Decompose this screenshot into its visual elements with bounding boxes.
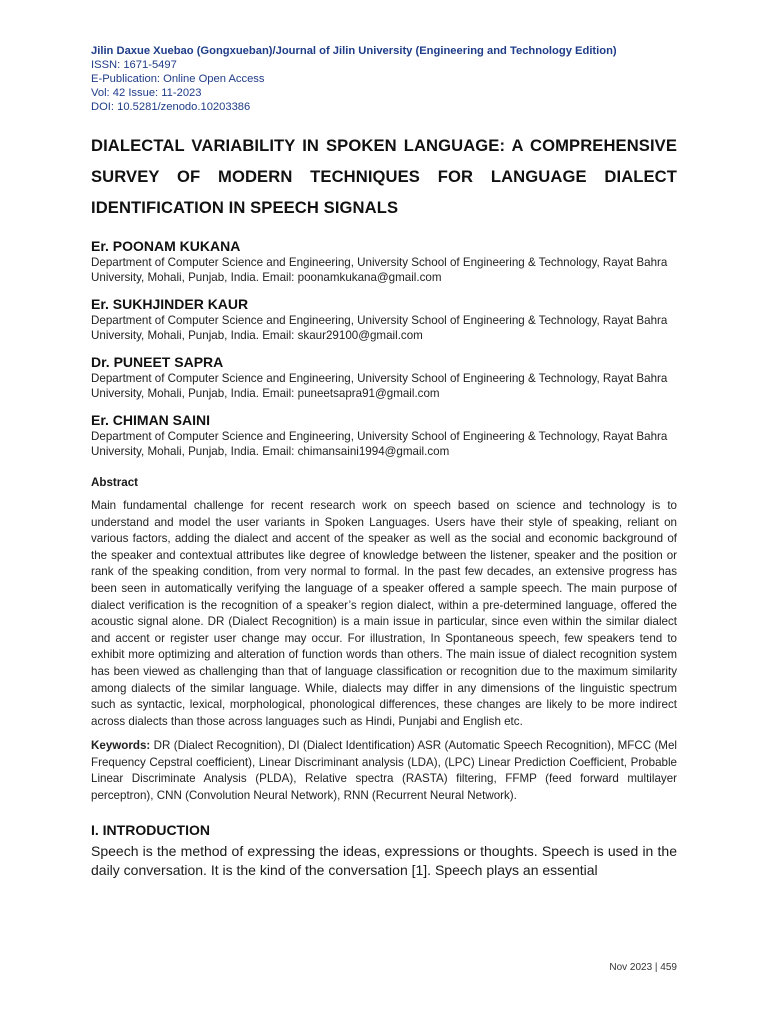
journal-title: Jilin Daxue Xuebao (Gongxueban)/Journal of Jilin University (Engineering and Technology Edition): [91, 45, 617, 57]
keywords-text: DR (Dialect Recognition), DI (Dialect Identification) ASR (Automatic Speech Recognition), MFCC (Mel Frequency Cepstral coefficient), Linear Discriminant analysis (LDA), (LPC) Linear Prediction Coefficient, Probable Linear Discriminate Analysis (PLDA), Relative spectra (RASTA) filtering, FFMP (feed forward multilayer perceptron), CNN (Convolution Neural Network), RNN (Recurrent Neural Network).: [91, 739, 677, 802]
author-affiliation: Department of Computer Science and Engineering, University School of Engineering & Technology, Rayat Bahra University, Mohali, Punjab, India. Email: chimansaini1994@gmail.com: [91, 430, 668, 458]
author-block: [91, 353, 677, 401]
abstract-heading: Abstract: [91, 476, 139, 489]
keywords-label: Keywords:: [91, 739, 151, 753]
author-block: [91, 295, 677, 343]
author-affiliation: Department of Computer Science and Engineering, University School of Engineering & Technology, Rayat Bahra University, Mohali, Punjab, India. Email: puneetsapra91@gmail.com: [91, 372, 668, 400]
author-name: Dr. PUNEET SAPRA: [91, 354, 224, 370]
journal-header: [91, 44, 677, 114]
author-list: [91, 237, 677, 459]
keywords-paragraph: [91, 738, 677, 804]
abstract-text: Main fundamental challenge for recent research work on speech based on science and technology is to understand and model the user variants in Spoken Languages. Users have their style of speaking, reliant on various factors, adding the dialect and accent of the speaker as well as the social and economic background of the speaker and contextual attributes like degree of knowledge between the listener, speaker and the position or rank of the speaking condition, from very normal to formal. In the past few decades, an extensive progress has been seen in automatically verifying the language of a speaker offered a sample speech. The main purpose of dialect verification is the recognition of a speaker’s region dialect, within a pre-determined language, offered the acoustic signal alone. DR (Dialect Recognition) is a main issue in particular, since even within the similar dialect and accent or register user change may occur. For illustration, In Spontaneous speech, few speakers tend to exhibit more optimizing and alteration of function words than others. The main issue of dialect recognition system has been viewed as challenging than that of language classification or recognition due to the maximum similarity among dialects of the similar language. While, dialects may differ in any dimensions of the linguistic spectrum such as syntactic, lexical, morphological, phonological differences, these changes are likely to be more indirect across dialects than those across languages such as Hindi, Punjabi and English etc.: [91, 499, 677, 728]
author-affiliation: Department of Computer Science and Engineering, University School of Engineering & Technology, Rayat Bahra University, Mohali, Punjab, India. Email: poonamkukana@gmail.com: [91, 256, 668, 284]
journal-issn: ISSN: 1671-5497: [91, 59, 177, 71]
author-block: [91, 237, 677, 285]
paper-page: [91, 44, 677, 881]
journal-doi: DOI: 10.5281/zenodo.10203386: [91, 101, 251, 113]
journal-volume: Vol: 42 Issue: 11-2023: [91, 87, 202, 99]
author-name: Er. SUKHJINDER KAUR: [91, 296, 249, 312]
author-name: Er. POONAM KUKANA: [91, 238, 241, 254]
journal-publication: E-Publication: Online Open Access: [91, 73, 265, 85]
introduction-heading: I. INTRODUCTION: [91, 821, 210, 838]
paper-title: DIALECTAL VARIABILITY IN SPOKEN LANGUAGE: A COMPREHENSIVE SURVEY OF MODERN TECHNIQUES FOR LANGUAGE DIALECT IDENTIFICATION IN SPEECH SIGNALS: [91, 136, 677, 217]
author-affiliation: Department of Computer Science and Engineering, University School of Engineering & Technology, Rayat Bahra University, Mohali, Punjab, India. Email: skaur29100@gmail.com: [91, 314, 668, 342]
page-footer: Nov 2023 | 459: [609, 962, 677, 973]
author-name: Er. CHIMAN SAINI: [91, 412, 211, 428]
introduction-text: Speech is the method of expressing the ideas, expressions or thoughts. Speech is used in the daily conversation. It is the kind of the conversation [1]. Speech plays an essential: [91, 842, 677, 879]
author-block: [91, 411, 677, 459]
